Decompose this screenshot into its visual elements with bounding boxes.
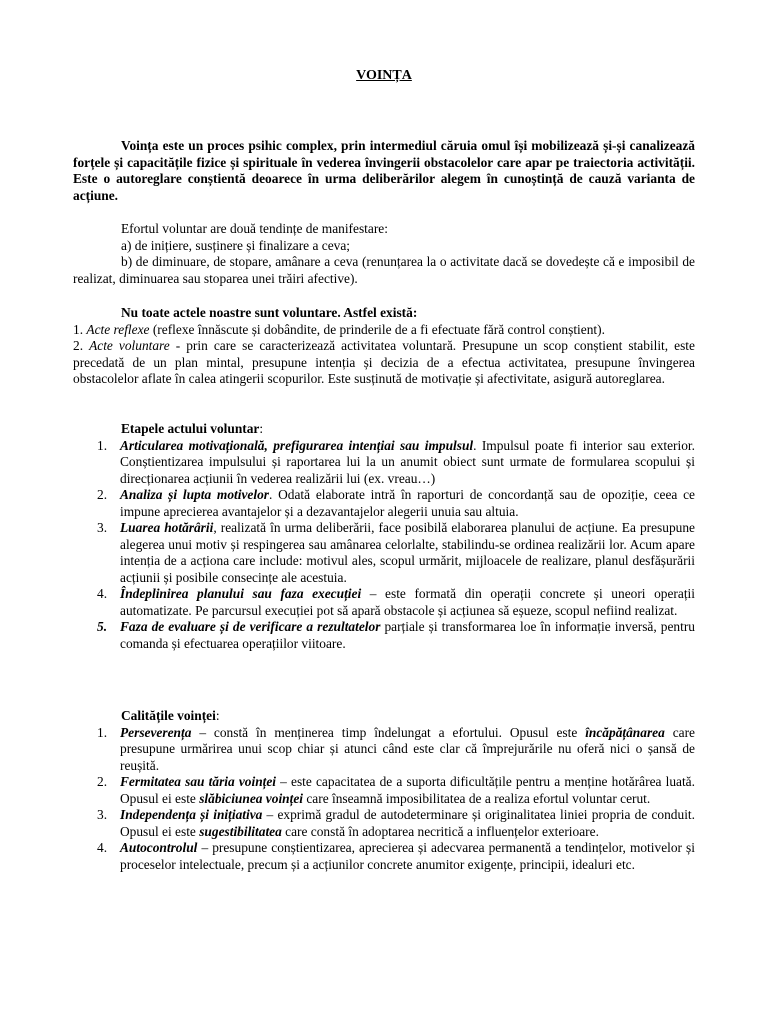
qualities-heading-colon: : bbox=[215, 708, 220, 723]
quality-item bbox=[73, 840, 695, 873]
stage-text: – este formată din operații concrete și uneori operații automatizate. Pe parcursul execuției pot să apară obstacole și acțiunea să eșueze, scopul nefiind realizat. bbox=[120, 586, 695, 618]
quality-text: – presupune conștientizarea, aprecierea și adecvarea permanentă a tendințelor, motivelor și proceselor intelectuale, precum și a acțiunilor concrete anumitor exigențe, principii, idealuri etc. bbox=[120, 840, 695, 872]
quality-item bbox=[73, 774, 695, 807]
stage-text: . Odată elaborate intră în raporturi de concordanță sau de opoziție, ceea ce impune aprecierea avantajelor și a dezavantajelor alegerii unuia sau altuia. bbox=[120, 487, 695, 519]
quality-opposite-term: încăpățânarea bbox=[585, 724, 665, 740]
acts-section bbox=[73, 305, 695, 388]
acts-item-reflex bbox=[73, 322, 695, 339]
quality-number: 2. bbox=[97, 774, 108, 789]
stage-text: , realizată în urma deliberării, face posibilă elaborarea planului de acțiune. Ea presupune alegerea unui motiv și respingerea sau amânarea celorlalte, stabilindu-se ordinea realizării lor. Acum apare intenția de a acționa care include: motivul ales, scopul urmărit, mijloacele de realizare, planul desfășurării acțiunii și posibile consecințe ale acestuia. bbox=[120, 520, 695, 585]
quality-text-cont: care înseamnă imposibilitatea de a realiza efortul voluntar cerut. bbox=[303, 790, 651, 806]
quality-text-cont: care constă în adoptarea necritică a influențelor exterioare. bbox=[281, 823, 599, 839]
quality-item bbox=[73, 807, 695, 840]
quality-term: Autocontrolul bbox=[120, 840, 198, 855]
stages-heading: Etapele actului voluntar bbox=[121, 421, 260, 436]
qualities-heading: Calitățile voinței bbox=[121, 708, 216, 723]
quality-number: 4. bbox=[97, 840, 108, 855]
acts-heading: Nu toate actele noastre sunt voluntare. Astfel există: bbox=[121, 305, 418, 320]
stage-number: 3. bbox=[97, 520, 108, 535]
quality-opposite-term: slăbiciunea voinței bbox=[199, 790, 303, 806]
quality-text-cont: care presupune urmărirea unui scop chiar și atunci când este clar că împrejurările nu oferă nici o șansă de reușită. bbox=[120, 724, 695, 773]
stage-number: 4. bbox=[97, 586, 108, 601]
stage-number: 2. bbox=[97, 487, 108, 502]
stage-number: 1. bbox=[97, 437, 108, 453]
page-title: VOINȚA bbox=[356, 68, 412, 83]
acts-item-number: 1. bbox=[73, 321, 84, 337]
stage-term: Luarea hotărârii bbox=[120, 520, 214, 535]
quality-number: 3. bbox=[97, 807, 108, 822]
effort-item-a: a) de inițiere, susținere și finalizare a ceva; bbox=[121, 237, 351, 253]
stage-term: Îndeplinirea planului sau faza execuției bbox=[120, 586, 362, 601]
stage-number: 5. bbox=[97, 619, 108, 634]
quality-text: – constă în menținerea timp îndelungat a efortului. Opusul este bbox=[191, 724, 586, 740]
effort-section bbox=[73, 221, 695, 287]
acts-item-voluntary bbox=[73, 338, 695, 388]
acts-item-term: Acte reflexe bbox=[86, 321, 150, 337]
stage-term: Analiza și lupta motivelor bbox=[120, 487, 269, 502]
stages-section bbox=[73, 421, 695, 652]
acts-item-text: - prin care se caracterizează activitatea voluntară. Presupune un scop conștient stabilit, este precedată de un plan mintal, presupune intenția și decizia de a efectua activitatea, presupune învingerea obstacolelor aflate în calea atingerii scopurilor. Este susținută de motivație și afectivitate, asigură autoreglarea. bbox=[73, 338, 695, 386]
stage-term: Articularea motivațională, prefigurarea intențiai sau impulsul bbox=[120, 437, 474, 453]
quality-text: – este capacitatea de a suporta dificultățile pentru a menține hotărârea luată. Opusul ei este bbox=[120, 774, 695, 806]
stages-heading-colon: : bbox=[259, 421, 264, 436]
stage-term: Faza de evaluare și de verificare a rezultatelor bbox=[120, 619, 381, 634]
acts-item-term: Acte voluntare bbox=[89, 338, 170, 353]
stage-text: parțiale și transformarea loe în informație inversă, pentru comanda și efectuarea operațiilor viitoare. bbox=[120, 619, 695, 651]
quality-item bbox=[73, 725, 695, 775]
acts-item-text: (reflexe înnăscute și dobândite, de prinderile de a fi efectuate fără control conștient). bbox=[149, 321, 605, 337]
acts-item-number: 2. bbox=[73, 338, 84, 353]
effort-lead: Efortul voluntar are două tendințe de manifestare: bbox=[121, 221, 388, 236]
quality-term: Independența și inițiativa bbox=[120, 807, 263, 822]
qualities-section bbox=[73, 708, 695, 873]
stage-item bbox=[73, 619, 695, 652]
effort-item-b: b) de diminuare, de stopare, amânare a ceva (renunțarea la o activitate dacă se dovedește că e imposibil de realizat, diminuarea sau stoparea unei trăiri afective). bbox=[73, 254, 695, 286]
stages-heading-line bbox=[73, 421, 695, 438]
quality-text: – exprimă gradul de autodeterminare și originalitatea liniei propria de conduit. Opusul ei este bbox=[120, 807, 695, 839]
stage-item bbox=[73, 487, 695, 520]
intro-paragraph: Voința este un proces psihic complex, prin intermediul căruia omul își mobilizează și-și canalizează forțele și capacitățile fizice și spirituale în vederea învingerii obstacolelor care apar pe traiectoria activității. Este o autoreglare conștientă deoarece în urma deliberărilor alegem în cunoștință de cauză varianta de acțiune. bbox=[73, 138, 695, 203]
stage-item bbox=[73, 438, 695, 488]
quality-term: Fermitatea sau tăria voinței bbox=[120, 774, 277, 789]
quality-term: Perseverența bbox=[120, 724, 192, 740]
quality-number: 1. bbox=[97, 724, 108, 740]
stage-item bbox=[73, 520, 695, 586]
stage-item bbox=[73, 586, 695, 619]
qualities-heading-line bbox=[73, 708, 695, 725]
stage-text: . Impulsul poate fi interior sau exterior. Conștientizarea impulsului și raportarea lui la un anumit obiect sunt urmate de formularea scopului și direcționarea acțiunii în vederea realizării lui (ex. vreau…) bbox=[120, 437, 695, 486]
quality-opposite-term: sugestibilitatea bbox=[199, 823, 282, 839]
